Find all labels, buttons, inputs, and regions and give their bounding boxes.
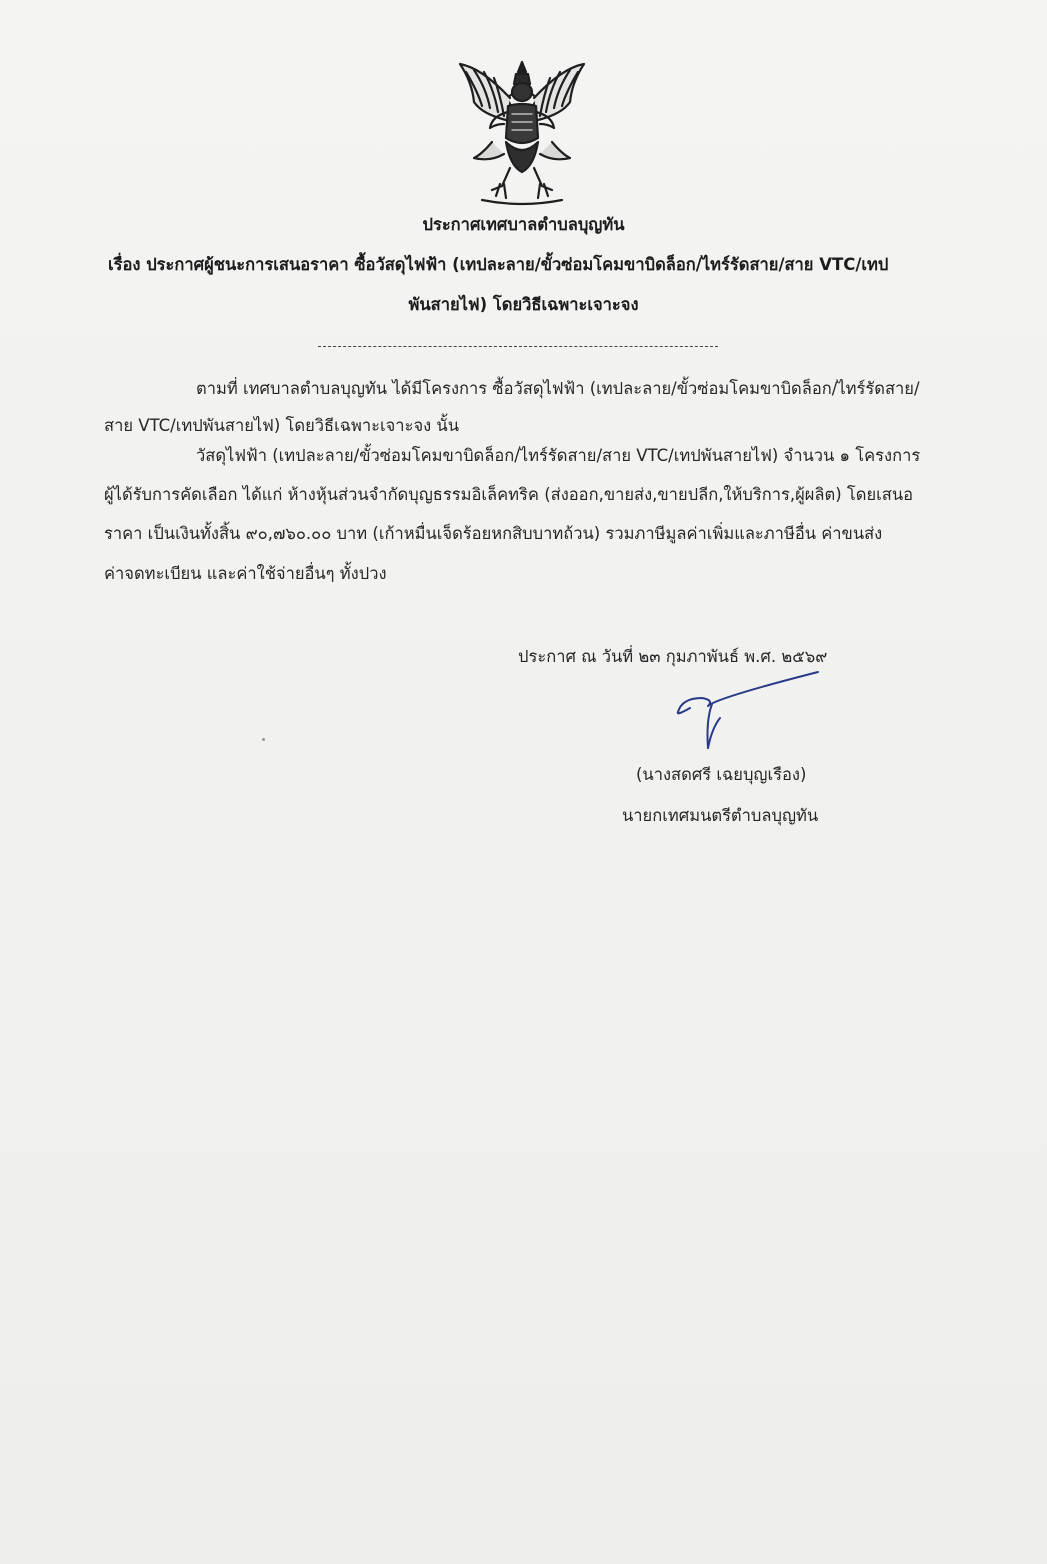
handwritten-signature [668, 668, 828, 758]
paragraph2-line4: ค่าจดทะเบียน และค่าใช้จ่ายอื่นๆ ทั้งปวง [104, 564, 387, 583]
announcement-subject-line2: พันสายไฟ) โดยวิธีเฉพาะเจาะจง [408, 295, 639, 314]
announcement-subject-line1: เรื่อง ประกาศผู้ชนะการเสนอราคา ซื้อวัสดุไฟฟ้า (เทปละลาย/ขั้วซ่อมโคมขาบิดล็อก/ไทร์รัดสาย/สาย VTC/เทป [108, 255, 889, 274]
header-divider [318, 346, 718, 347]
paragraph2-line2: ผู้ได้รับการคัดเลือก ได้แก่ ห้างหุ้นส่วนจำกัดบุญธรรมอิเล็คทริค (ส่งออก,ขายส่ง,ขายปลีก,ให้บริการ,ผู้ผลิต) โดยเสนอ [104, 485, 914, 504]
announce-date: ประกาศ ณ วันที่ ๒๓ กุมภาพันธ์ พ.ศ. ๒๕๖๙ [518, 647, 828, 666]
paragraph2-line1: วัสดุไฟฟ้า (เทปละลาย/ขั้วซ่อมโคมขาบิดล็อก/ไทร์รัดสาย/สาย VTC/เทปพันสายไฟ) จำนวน ๑ โครงการ [196, 446, 921, 465]
paragraph2-line3: ราคา เป็นเงินทั้งสิ้น ๙๐,๗๖๐.๐๐ บาท (เก้าหมื่นเจ็ดร้อยหกสิบบาทถ้วน) รวมภาษีมูลค่าเพิ่มและภาษีอื่น ค่าขนส่ง [104, 524, 883, 543]
paper-speck [262, 738, 265, 741]
paragraph1-line1: ตามที่ เทศบาลตำบลบุญทัน ได้มีโครงการ ซื้อวัสดุไฟฟ้า (เทปละลาย/ขั้วซ่อมโคมขาบิดล็อก/ไทร์รัดสาย/ [196, 379, 920, 398]
garuda-emblem-icon [452, 58, 592, 208]
announcement-organization: ประกาศเทศบาลตำบลบุญทัน [422, 215, 625, 234]
signer-position: นายกเทศมนตรีตำบลบุญทัน [622, 806, 819, 825]
signer-name: (นางสดศรี เฉยบุญเรือง) [636, 765, 807, 784]
paragraph1-line2: สาย VTC/เทปพันสายไฟ) โดยวิธีเฉพาะเจาะจง นั้น [104, 416, 459, 435]
